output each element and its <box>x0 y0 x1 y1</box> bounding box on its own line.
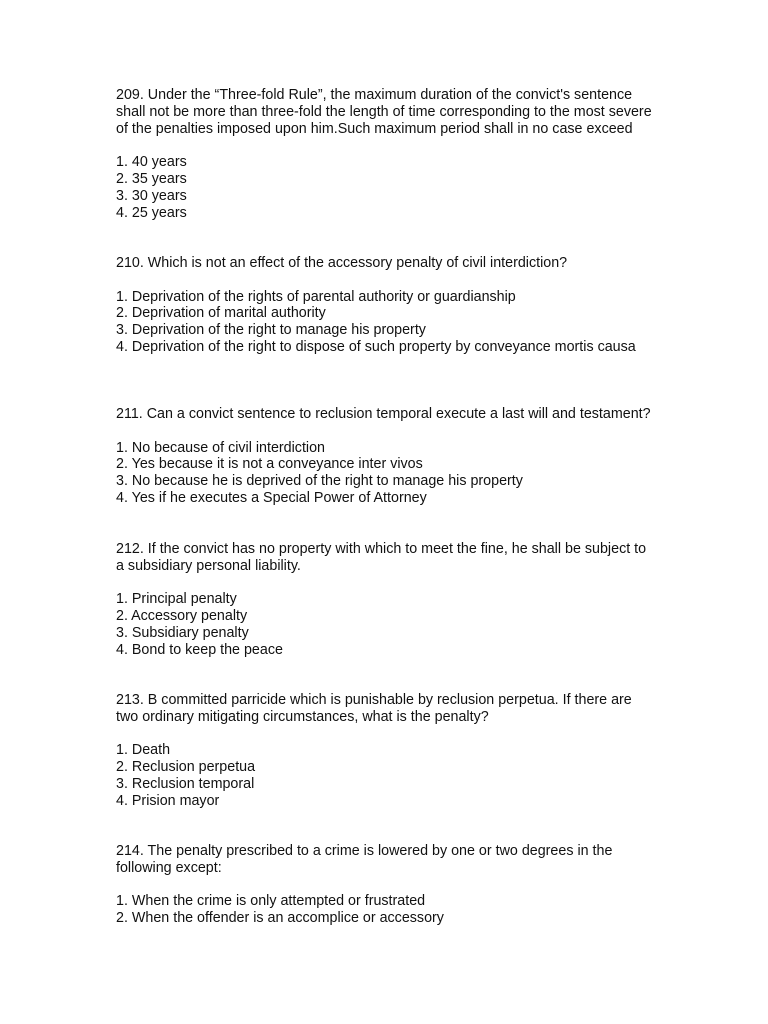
option-1: 1. 40 years <box>116 154 187 171</box>
question-209 <box>116 87 656 221</box>
option-2: 2. Reclusion perpetua <box>116 759 256 776</box>
question-text: 210. Which is not an effect of the accessory penalty of civil interdiction? <box>116 255 568 271</box>
option-1: 1. When the crime is only attempted or frustrated <box>116 893 426 910</box>
option-3: 3. Subsidiary penalty <box>116 624 249 641</box>
option-4: 4. Prision mayor <box>116 792 220 809</box>
question-211 <box>116 406 656 507</box>
option-list <box>116 742 656 809</box>
question-214 <box>116 843 656 927</box>
option-3: 3. No because he is deprived of the right to manage his property <box>116 473 523 490</box>
option-2: 2. When the offender is an accomplice or accessory <box>116 910 444 927</box>
question-210 <box>116 255 656 356</box>
option-list <box>116 154 656 221</box>
question-text: 209. Under the “Three-fold Rule”, the maximum duration of the convict's sentence shall not be more than three-fold the length of time corresponding to the most severe of the penalties imposed upon him.Such maximum period shall in no case exceed <box>116 87 656 137</box>
option-4: 4. 25 years <box>116 204 187 221</box>
question-text: 213. B committed parricide which is punishable by reclusion perpetua. If there are two ordinary mitigating circumstances, what is the penalty? <box>116 692 636 725</box>
option-list <box>116 591 656 658</box>
question-text: 214. The penalty prescribed to a crime is lowered by one or two degrees in the following except: <box>116 843 617 876</box>
option-4: 4. Bond to keep the peace <box>116 641 283 658</box>
option-3: 3. 30 years <box>116 187 187 204</box>
question-213 <box>116 692 656 810</box>
option-2: 2. 35 years <box>116 170 187 187</box>
option-4: 4. Deprivation of the right to dispose of such property by conveyance mortis causa <box>116 338 636 355</box>
option-2: 2. Accessory penalty <box>116 608 248 625</box>
option-list <box>116 893 656 927</box>
question-212 <box>116 541 656 659</box>
option-1: 1. No because of civil interdiction <box>116 439 326 456</box>
question-text: 212. If the convict has no property with which to meet the fine, he shall be subject to a subsidiary personal liability. <box>116 541 651 574</box>
option-3: 3. Deprivation of the right to manage his property <box>116 322 426 339</box>
option-2: 2. Deprivation of marital authority <box>116 305 326 322</box>
option-1: 1. Deprivation of the rights of parental authority or guardianship <box>116 288 516 305</box>
option-list <box>116 440 656 507</box>
option-1: 1. Principal penalty <box>116 591 237 608</box>
question-text: 211. Can a convict sentence to reclusion temporal execute a last will and testament? <box>116 406 651 422</box>
option-1: 1. Death <box>116 742 171 759</box>
option-list <box>116 289 656 356</box>
option-2: 2. Yes because it is not a conveyance inter vivos <box>116 456 423 473</box>
option-4: 4. Yes if he executes a Special Power of Attorney <box>116 489 427 506</box>
option-3: 3. Reclusion temporal <box>116 775 255 792</box>
